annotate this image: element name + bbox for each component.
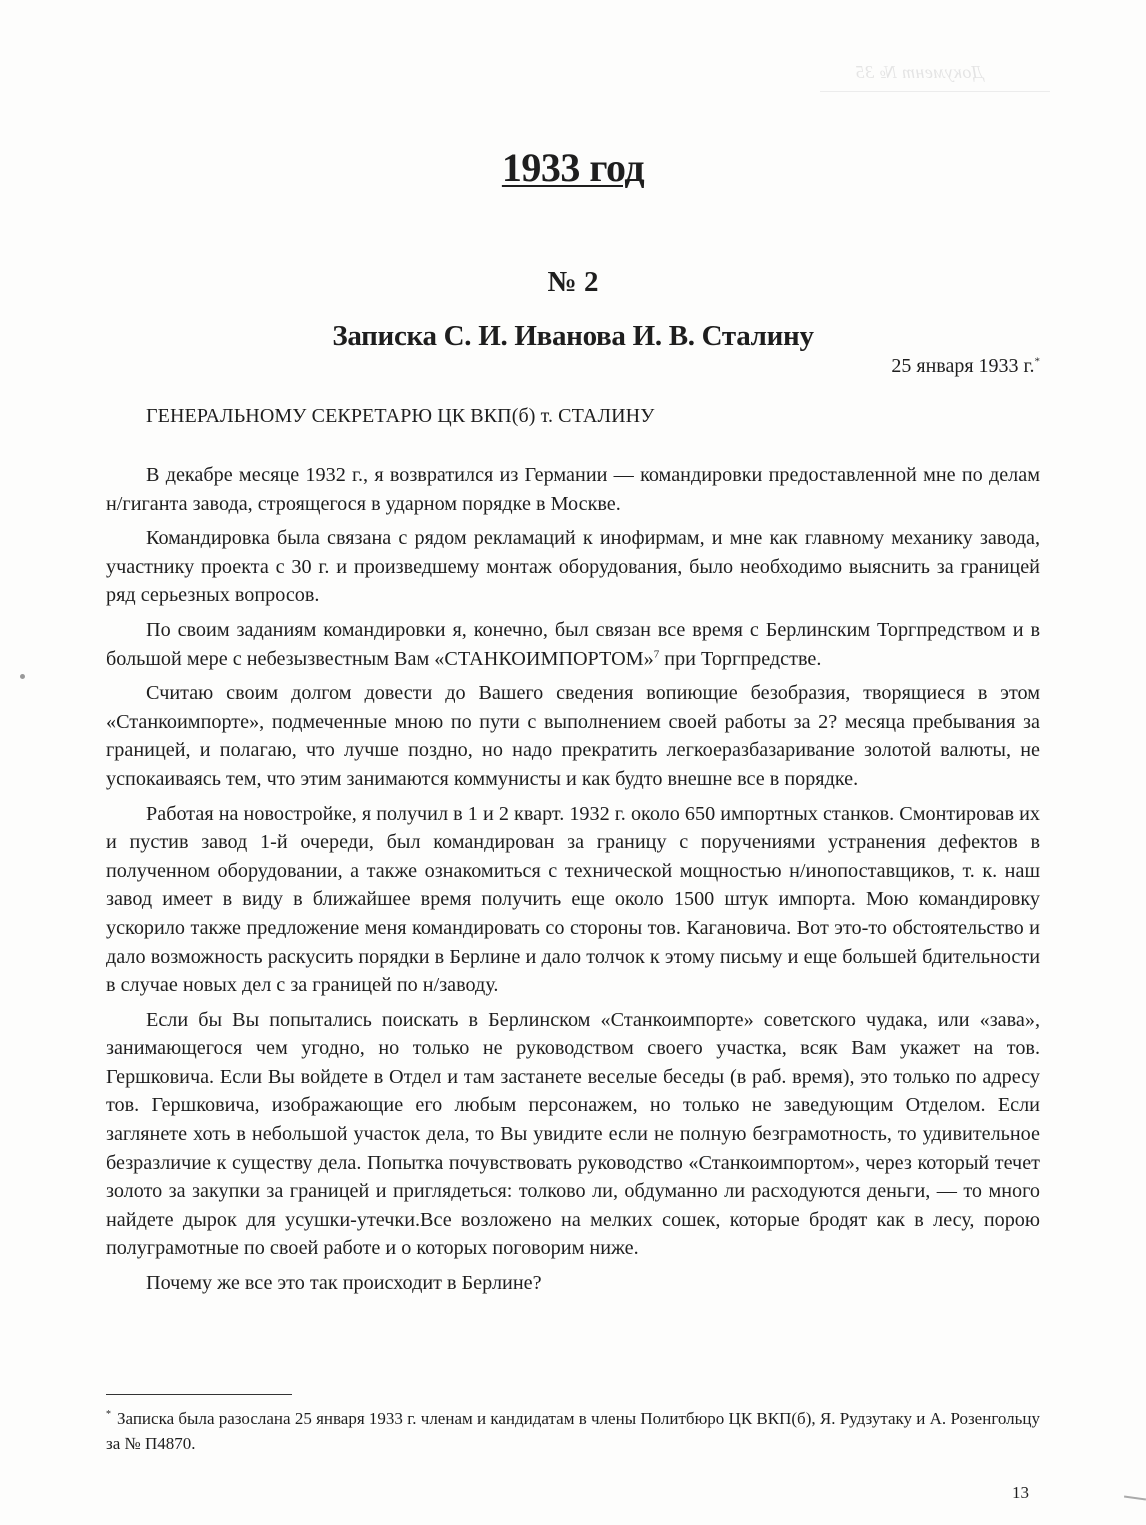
year-heading-text: 1933 год	[501, 145, 645, 190]
paragraph-4: Считаю своим долгом довести до Вашего сведения вопиющие безобразия, творящиеся в этом «Станкоимпорте», подмеченные мною по пути с выполнением своей работы за 2? месяца пребывания за границей, и полагаю, что лучше поздно, но надо прекратить легкоеразбазаривание золотой валюты, не успокаиваясь тем, что этим занимаются коммунисты и как будто внешне все в порядке.	[106, 682, 1040, 790]
paragraph-6: Если бы Вы попытались поискать в Берлинском «Станкоимпорте» советского чудака, или «зава», занимающегося чем угодно, но только не руководством своего участка, всяк Вам укажет на тов. Гершковича. Если Вы войдете в Отдел и там застанете веселые беседы (в раб. время), это только по адресу тов. Гершковича, изображающие его любым персонажем, но только не заведующим Отделом. Если заглянете хоть в небольшой участок дела, то Вы увидите если не полную безграмотность, то удивительное безразличие к существу дела. Попытка почувствовать руководство «Станкоимпортом», через который течет золото за закупки за границей и приглядеться: толково ли, обдуманно ли расходуются деньги, — то много найдете дырок для усушки-утечки.Все возложено на мелких сошек, которые бродят как в лесу, порою полуграмотные по своей работе и о которых поговорим ниже.	[106, 1008, 1040, 1260]
paragraph-3	[106, 616, 1040, 673]
footnote	[106, 1406, 1040, 1456]
footnote-marker: *	[106, 1409, 111, 1421]
footnote-text: Записка была разослана 25 января 1933 г. членам и кандидатам в члены Политбюро ЦК ВКП(б), Я. Рудзутаку и А. Розенгольцу за № П4870.	[106, 1409, 1040, 1453]
document-title: Записка С. И. Иванова И. В. Сталину	[332, 320, 814, 352]
paragraph-5: Работая на новостройке, я получил в 1 и 2 кварт. 1932 г. около 650 импортных станков. Смонтировав их и пустив завод 1-й очереди, был командирован за границу с поручениями устранения дефектов в полученном оборудовании, а также ознакомиться с технической мощностью н/инопоставщиков, т. к. наш завод имеет в виду в ближайшее время получить еще около 1500 штук импорта. Мою командировку ускорило также предложение меня командировать со стороны тов. Кагановича. Вот это-то обстоятельство и дало возможность раскусить порядки в Берлине и дало толчок к этому письму и еще большей бдительности в случае новых дел с за границей по н/заводу.	[106, 802, 1040, 997]
paragraph-3-text-before: По своим заданиям командировки я, конечно, был связан все время с Берлинским Торгпредством и в большой мере с небезызвестным Вам «СТАНКОИМПОРТОМ»	[106, 618, 1040, 670]
document-body	[106, 461, 1040, 1304]
bleed-through-header: Документ № 35	[855, 62, 984, 82]
paragraph-1: В декабре месяце 1932 г., я возвратился из Германии — командировки предоставленной мне по делам н/гиганта завода, строящегося в ударном порядке в Москве.	[106, 464, 1040, 515]
document-date	[891, 355, 1040, 378]
paragraph-3-text-after: при Торгпредстве.	[659, 647, 822, 670]
bleed-through-rule	[820, 91, 1050, 92]
year-heading	[0, 144, 1146, 191]
footnote-divider	[106, 1394, 292, 1395]
date-footnote-marker[interactable]: *	[1034, 355, 1040, 368]
paragraph-7: Почему же все это так происходит в Берлине?	[146, 1272, 542, 1295]
page-number: 13	[1012, 1483, 1029, 1502]
footnote-ref-7[interactable]: 7	[653, 647, 660, 660]
scan-corner-mark	[1124, 1495, 1146, 1500]
addressee-line: ГЕНЕРАЛЬНОМУ СЕКРЕТАРЮ ЦК ВКП(б) т. СТАЛИНУ	[146, 405, 655, 427]
document-number: № 2	[547, 266, 599, 298]
document-date-text: 25 января 1933 г.	[891, 355, 1035, 377]
paragraph-2: Командировка была связана с рядом рекламаций к инофирмам, и мне как главному механику завода, участнику проекта с 30 г. и произведшему монтаж оборудования, было необходимо выяснить за границей ряд серьезных вопросов.	[106, 527, 1040, 607]
scan-speck	[20, 674, 25, 679]
